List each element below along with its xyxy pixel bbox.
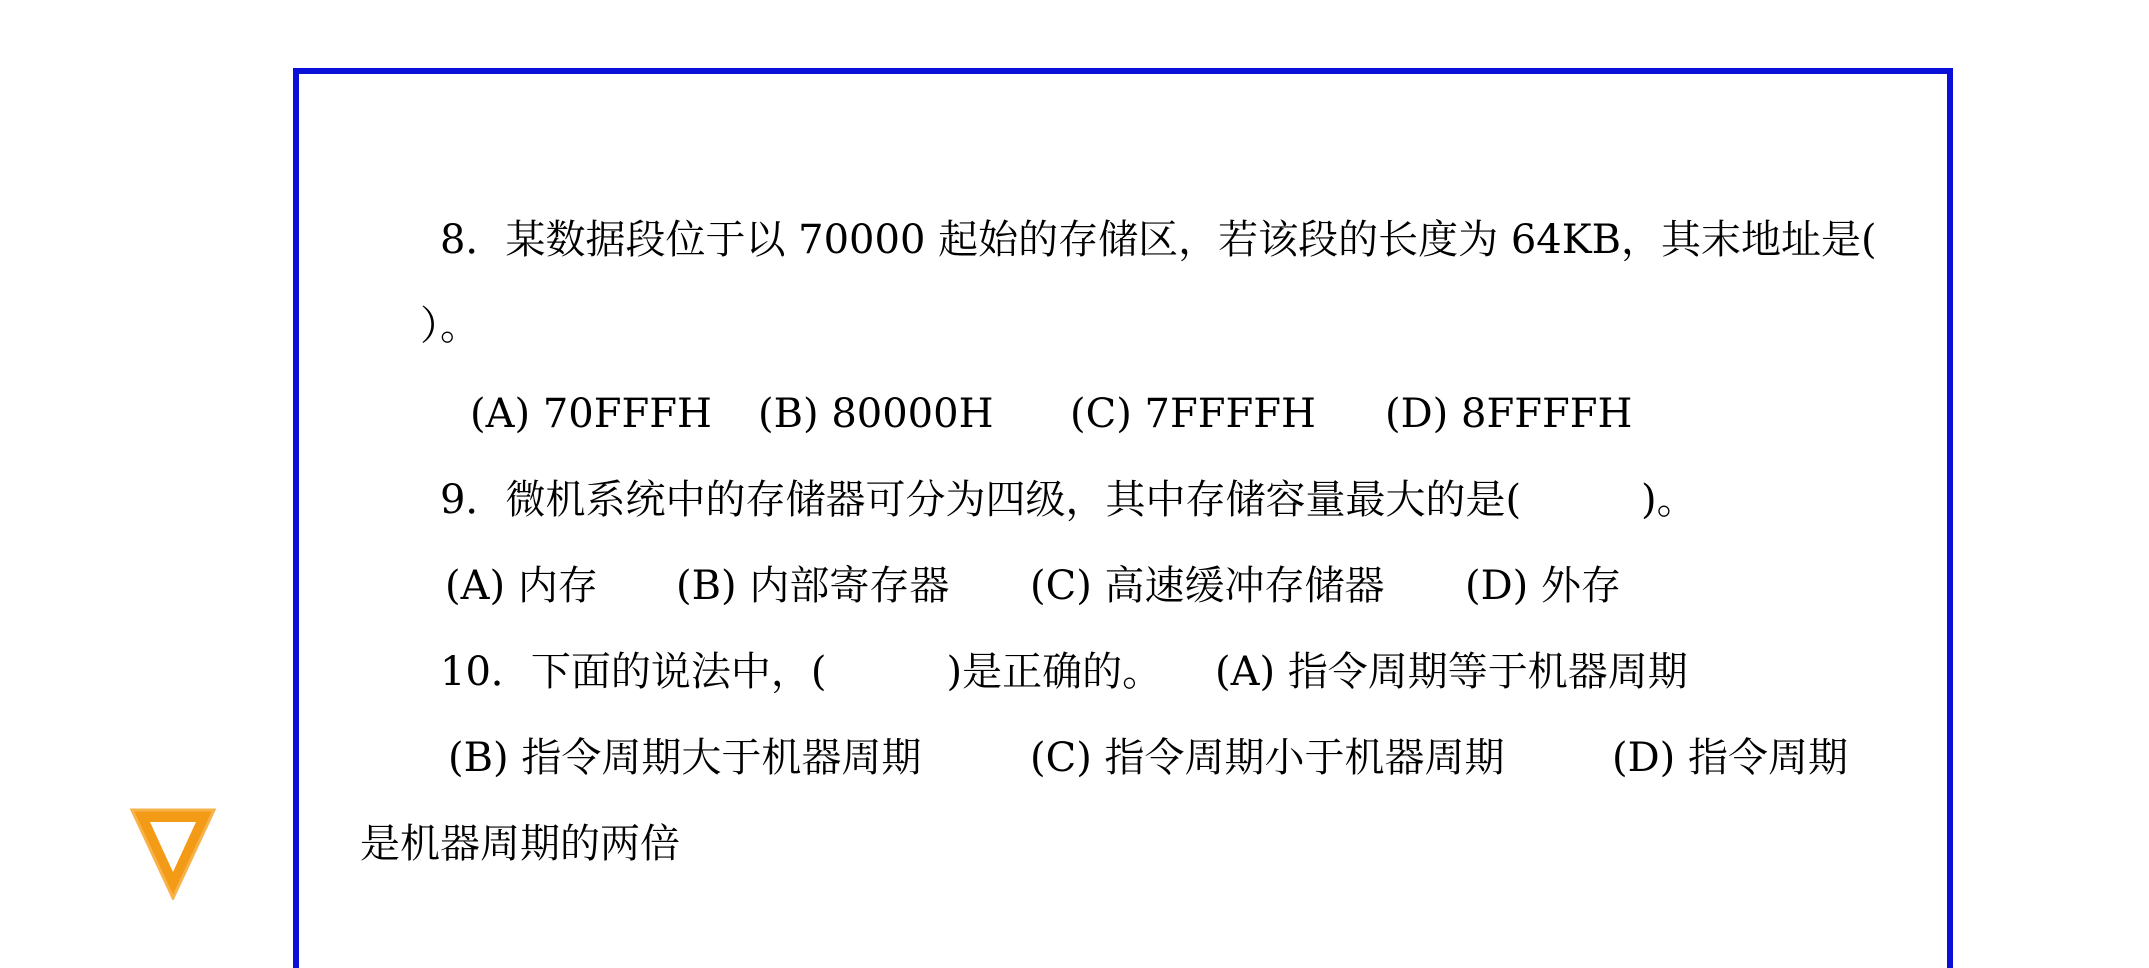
down-triangle-arrow-icon[interactable]: [128, 806, 218, 900]
q9-option-d: (D) 外存: [1465, 563, 1621, 609]
q8-option-b: (B) 80000H: [758, 391, 994, 437]
q9-stem: 9．微机系统中的存储器可分为四级，其中存储容量最大的是( )。: [440, 477, 1697, 523]
q10-option-b: (B) 指令周期大于机器周期: [448, 735, 922, 781]
q8-option-d: (D) 8FFFFH: [1385, 391, 1633, 437]
q8-stem-line2: ）。: [420, 303, 480, 349]
q9-option-a: (A) 内存: [445, 563, 598, 609]
q10-option-c: (C) 指令周期小于机器周期: [1030, 735, 1505, 781]
q8-option-a: (A) 70FFFH: [470, 391, 712, 437]
q9-option-c: (C) 高速缓冲存储器: [1030, 563, 1385, 609]
q8-stem-line1: 8．某数据段位于以 70000 起始的存储区，若该段的长度为 64KB，其末地址是(: [440, 217, 1877, 263]
q9-option-b: (B) 内部寄存器: [676, 563, 950, 609]
q10-option-a: (A) 指令周期等于机器周期: [1215, 649, 1688, 695]
q10-stem: 10．下面的说法中，( )是正确的。: [440, 649, 1163, 695]
q10-continuation: 是机器周期的两倍: [360, 821, 680, 867]
q10-option-d: (D) 指令周期: [1612, 735, 1848, 781]
q8-option-c: (C) 7FFFFH: [1070, 391, 1316, 437]
